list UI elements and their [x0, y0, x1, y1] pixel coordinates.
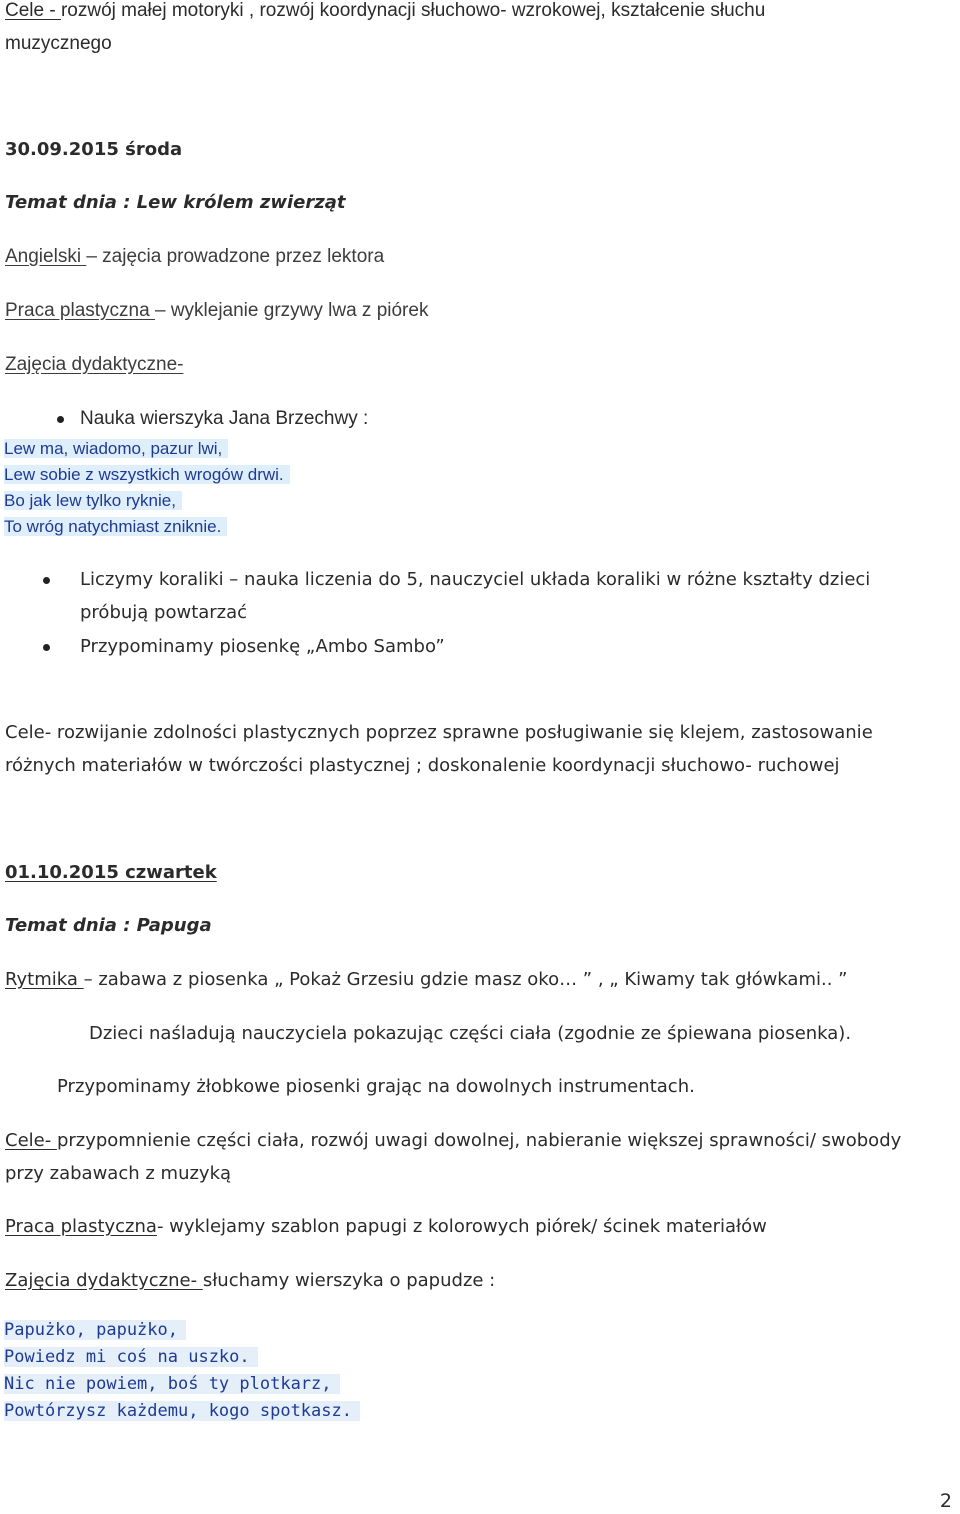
goals-text: przypomnienie części ciała, rozwój uwagi dowolnej, nabieranie większej sprawności/ swobody [56, 1130, 902, 1151]
day2-rhythm-line3: Przypominamy żłobkowe piosenki grając na dowolnych instrumentach. [57, 1076, 695, 1097]
english-label: Angielski [5, 246, 87, 267]
day1-goals-line1: Cele- rozwijanie zdolności plastycznych poprzez sprawne posługiwanie się klejem, zastosowanie [5, 722, 873, 743]
bullet-dot [57, 416, 64, 423]
bullet-dot [43, 577, 50, 584]
english-text: – zajęcia prowadzone przez lektora [86, 246, 385, 267]
goals-label: Cele- [5, 1130, 57, 1151]
cele-text: rozwój małej motoryki , rozwój koordynacji słuchowo- wzrokowej, kształcenie słuchu [60, 0, 766, 21]
didactic-label: Zajęcia dydaktyczne- [5, 1270, 203, 1291]
rhythm-label: Rytmika [5, 969, 84, 990]
art-label: Praca plastyczna [5, 300, 155, 321]
bullet-counting-line1: Liczymy koraliki – nauka liczenia do 5, nauczyciel układa koraliki w różne kształty dzieci [80, 569, 871, 590]
day2-goals-line1 [5, 1124, 901, 1157]
day1-didactic [5, 348, 183, 381]
poem-line: To wróg natychmiast zniknie. [4, 514, 227, 540]
day2-art [5, 1210, 767, 1243]
intro-goals-line1 [5, 0, 765, 27]
day1-english [5, 240, 384, 273]
day1-topic: Temat dnia : Lew królem zwierząt [5, 192, 346, 213]
didactic-text: słuchamy wierszyka o papudze : [202, 1270, 496, 1291]
bullet-song: Przypominamy piosenkę „Ambo Sambo” [80, 636, 445, 657]
art-label: Praca plastyczna [5, 1216, 157, 1237]
poem-line: Powtórzysz każdemu, kogo spotkasz. [4, 1398, 360, 1425]
day1-date: 30.09.2015 środa [5, 139, 183, 160]
poem-line: Nic nie powiem, boś ty plotkarz, [4, 1371, 340, 1398]
bullet-dot [43, 644, 50, 651]
day2-goals-line2: przy zabawach z muzyką [5, 1163, 232, 1184]
day1-goals-line2: różnych materiałów w twórczości plastycznej ; doskonalenie koordynacji słuchowo- ruchowej [5, 755, 840, 776]
page-number: 2 [939, 1490, 952, 1512]
bullet-counting-line2: próbują powtarzać [80, 602, 248, 623]
didactic-label: Zajęcia dydaktyczne- [5, 354, 184, 375]
intro-goals-line2: muzycznego [5, 33, 112, 54]
day1-art [5, 294, 428, 327]
day2-date: 01.10.2015 czwartek [5, 862, 217, 883]
day2-topic: Temat dnia : Papuga [5, 915, 212, 936]
rhythm-text: – zabawa z piosenka „ Pokaż Grzesiu gdzie masz oko… ” , „ Kiwamy tak główkami.. ” [83, 969, 848, 990]
cele-label: Cele - [5, 0, 61, 21]
day2-rhythm-line2: Dzieci naśladują nauczyciela pokazując części ciała (zgodnie ze śpiewana piosenka). [89, 1023, 852, 1044]
poem-line: Powiedz mi coś na uszko. [4, 1344, 258, 1371]
day2-didactic [5, 1264, 495, 1297]
poem-line: Lew ma, wiadomo, pazur lwi, [4, 436, 228, 462]
poem-line: Lew sobie z wszystkich wrogów drwi. [4, 462, 290, 488]
poem-line: Papużko, papużko, [4, 1317, 186, 1344]
day2-rhythm [5, 963, 847, 996]
art-text: - wyklejamy szablon papugi z kolorowych piórek/ ścinek materiałów [156, 1216, 767, 1237]
art-text: – wyklejanie grzywy lwa z piórek [154, 300, 429, 321]
poem-line: Bo jak lew tylko ryknie, [4, 488, 182, 514]
bullet-poem-intro: Nauka wierszyka Jana Brzechwy : [80, 408, 369, 429]
